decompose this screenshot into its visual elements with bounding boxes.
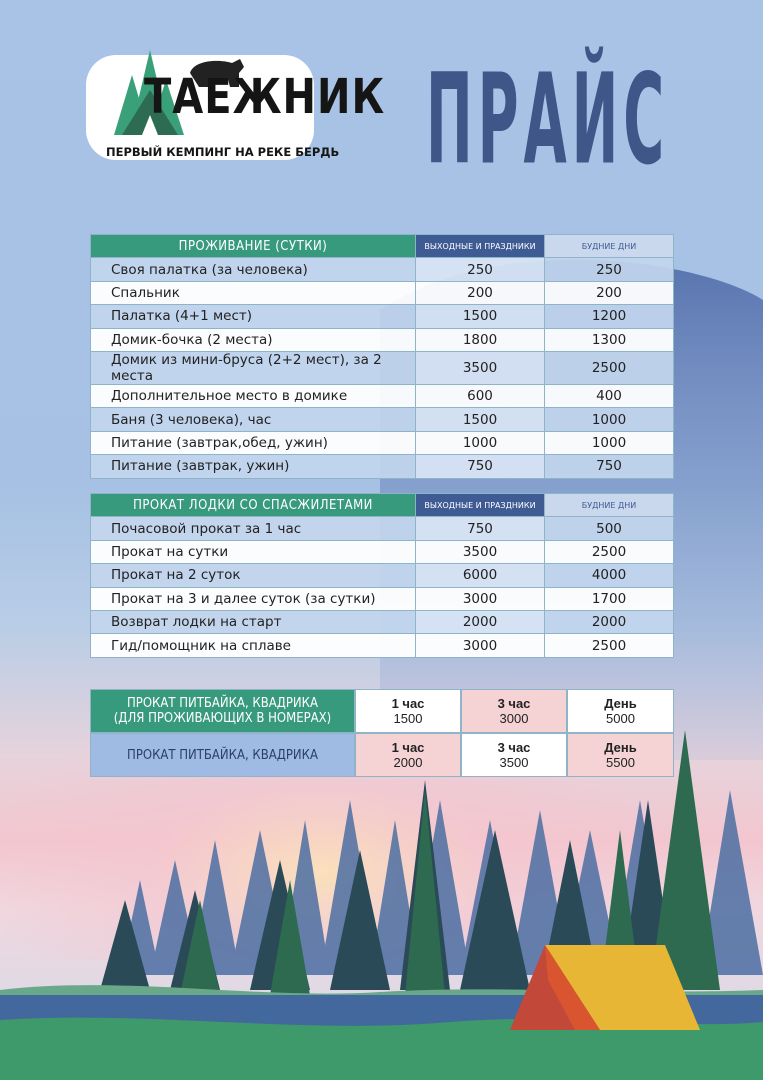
pitbike-label: [90, 733, 355, 777]
table-row: [91, 328, 674, 351]
table-row: [91, 540, 674, 563]
row-label: Гид/помощник на сплаве: [91, 634, 416, 657]
table-header: [91, 235, 674, 258]
boat-rental-table: [90, 493, 674, 658]
table-row: [91, 281, 674, 304]
accommodation-header: ПРОЖИВАНИЕ (СУТКИ): [91, 235, 416, 258]
price: 5500: [606, 755, 635, 770]
weekday-price: 2500: [545, 634, 674, 657]
row-label: Домик-бочка (2 места): [91, 328, 416, 351]
weekday-price: 1000: [545, 431, 674, 454]
weekday-price: 400: [545, 384, 674, 407]
row-label: Прокат на сутки: [91, 540, 416, 563]
row-label: Питание (завтрак, ужин): [91, 455, 416, 478]
page-title: ПРАЙС: [426, 46, 670, 193]
weekend-column-header: ВЫХОДНЫЕ И ПРАЗДНИКИ: [416, 494, 545, 517]
weekend-price: 1500: [416, 305, 545, 328]
duration: День: [604, 696, 637, 711]
logo: [84, 45, 386, 170]
pitbike-label: [90, 689, 355, 733]
weekend-price: 3500: [416, 540, 545, 563]
table-row: [91, 384, 674, 407]
row-label: Прокат на 2 суток: [91, 564, 416, 587]
weekday-price: 1700: [545, 587, 674, 610]
row-label: Домик из мини-бруса (2+2 мест), за 2 места: [91, 351, 416, 384]
duration: 3 час: [497, 696, 531, 711]
weekend-price: 3000: [416, 587, 545, 610]
table-row: [91, 587, 674, 610]
duration: 3 час: [497, 740, 531, 755]
weekday-price: 2500: [545, 540, 674, 563]
row-label: Питание (завтрак,обед, ужин): [91, 431, 416, 454]
table-header: [91, 494, 674, 517]
table-row: [91, 305, 674, 328]
row-label: Возврат лодки на старт: [91, 610, 416, 633]
weekday-price: 1000: [545, 408, 674, 431]
price: 3000: [499, 711, 529, 726]
table-row: [91, 634, 674, 657]
weekday-column-header: БУДНИЕ ДНИ: [545, 494, 674, 517]
price-cell: [461, 733, 567, 777]
weekday-price: 4000: [545, 564, 674, 587]
price: 1500: [393, 711, 423, 726]
table-row: [91, 564, 674, 587]
weekday-price: 1200: [545, 305, 674, 328]
weekday-price: 250: [545, 258, 674, 281]
weekday-price: 750: [545, 455, 674, 478]
weekend-price: 3500: [416, 351, 545, 384]
pitbike-label-line1: ПРОКАТ ПИТБАЙКА, КВАДРИКА: [127, 696, 318, 711]
weekend-price: 6000: [416, 564, 545, 587]
weekend-price: 2000: [416, 610, 545, 633]
row-label: Дополнительное место в домике: [91, 384, 416, 407]
weekend-column-header: ВЫХОДНЫЕ И ПРАЗДНИКИ: [416, 235, 545, 258]
weekday-price: 2000: [545, 610, 674, 633]
row-label: Спальник: [91, 281, 416, 304]
weekend-price: 3000: [416, 634, 545, 657]
weekend-price: 1000: [416, 431, 545, 454]
weekday-price: 1300: [545, 328, 674, 351]
weekend-price: 1800: [416, 328, 545, 351]
table-row: [91, 351, 674, 384]
weekend-price: 750: [416, 455, 545, 478]
table-row: [91, 408, 674, 431]
pitbike-label-line1: ПРОКАТ ПИТБАЙКА, КВАДРИКА: [127, 747, 318, 763]
weekend-price: 750: [416, 517, 545, 540]
logo-name: ТАЕЖНИК: [144, 70, 386, 126]
price: 5000: [606, 711, 635, 726]
row-label: Палатка (4+1 мест): [91, 305, 416, 328]
table-row: [91, 258, 674, 281]
table-row: [91, 517, 674, 540]
price: 2000: [393, 755, 423, 770]
row-label: Своя палатка (за человека): [91, 258, 416, 281]
price: 3500: [499, 755, 529, 770]
pitbike-row-residents: [90, 689, 674, 733]
row-label: Прокат на 3 и далее суток (за сутки): [91, 587, 416, 610]
table-row: [91, 455, 674, 478]
price-cell: [461, 689, 567, 733]
boat-header: ПРОКАТ ЛОДКИ СО СПАСЖИЛЕТАМИ: [91, 494, 416, 517]
row-label: Почасовой прокат за 1 час: [91, 517, 416, 540]
duration: 1 час: [391, 696, 425, 711]
weekday-column-header: БУДНИЕ ДНИ: [545, 235, 674, 258]
weekend-price: 250: [416, 258, 545, 281]
pitbike-rental-block: [90, 689, 674, 777]
table-row: [91, 610, 674, 633]
price-cell: [567, 689, 674, 733]
duration: 1 час: [391, 740, 425, 755]
weekday-price: 200: [545, 281, 674, 304]
table-row: [91, 431, 674, 454]
weekend-price: 200: [416, 281, 545, 304]
pitbike-label-line2: (ДЛЯ ПРОЖИВАЮЩИХ В НОМЕРАХ): [113, 711, 332, 726]
weekend-price: 600: [416, 384, 545, 407]
price-cell: [355, 733, 461, 777]
weekday-price: 500: [545, 517, 674, 540]
weekend-price: 1500: [416, 408, 545, 431]
price-cell: [355, 689, 461, 733]
price-cell: [567, 733, 674, 777]
row-label: Баня (3 человека), час: [91, 408, 416, 431]
weekday-price: 2500: [545, 351, 674, 384]
duration: День: [604, 740, 637, 755]
pitbike-row-general: [90, 733, 674, 777]
accommodation-table: [90, 234, 674, 479]
logo-tagline: ПЕРВЫЙ КЕМПИНГ НА РЕКЕ БЕРДЬ: [106, 145, 340, 159]
